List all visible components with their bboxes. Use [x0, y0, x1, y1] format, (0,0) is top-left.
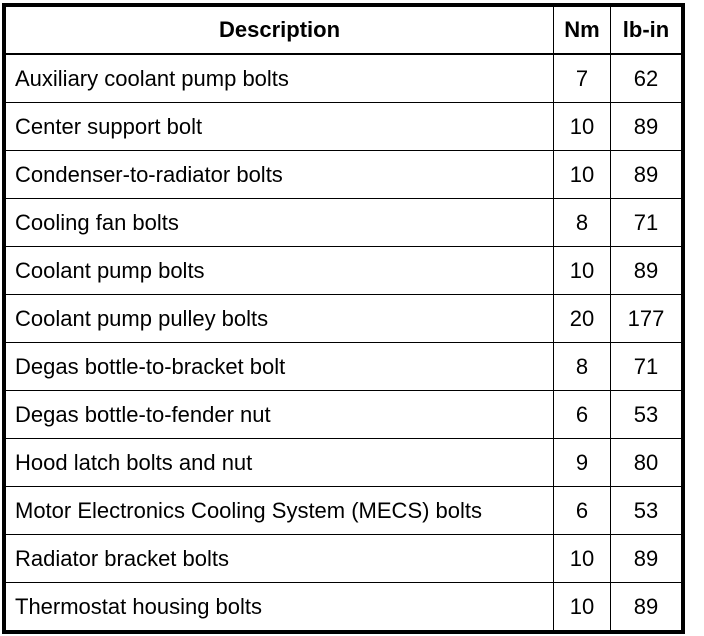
row-nm: 9 — [554, 439, 611, 487]
table-header — [6, 7, 682, 55]
row-nm: 7 — [554, 54, 611, 103]
table-row — [6, 583, 682, 631]
row-description: Condenser-to-radiator bolts — [6, 151, 554, 199]
row-nm: 10 — [554, 151, 611, 199]
row-description: Thermostat housing bolts — [6, 583, 554, 631]
table-row — [6, 295, 682, 343]
table-row — [6, 343, 682, 391]
row-lbin: 177 — [611, 295, 682, 343]
row-description: Motor Electronics Cooling System (MECS) bolts — [6, 487, 554, 535]
table-body — [6, 54, 682, 631]
row-lbin: 89 — [611, 535, 682, 583]
row-lbin: 89 — [611, 583, 682, 631]
row-description: Auxiliary coolant pump bolts — [6, 54, 554, 103]
row-description: Coolant pump bolts — [6, 247, 554, 295]
torque-spec-table — [5, 6, 682, 631]
row-description: Coolant pump pulley bolts — [6, 295, 554, 343]
table-row — [6, 199, 682, 247]
row-lbin: 89 — [611, 151, 682, 199]
row-description: Radiator bracket bolts — [6, 535, 554, 583]
row-lbin: 89 — [611, 103, 682, 151]
row-description: Cooling fan bolts — [6, 199, 554, 247]
row-lbin: 53 — [611, 391, 682, 439]
row-lbin: 71 — [611, 199, 682, 247]
table-row — [6, 487, 682, 535]
table-row — [6, 151, 682, 199]
row-nm: 8 — [554, 199, 611, 247]
header-nm: Nm — [554, 7, 611, 55]
row-lbin: 71 — [611, 343, 682, 391]
row-lbin: 53 — [611, 487, 682, 535]
row-description: Center support bolt — [6, 103, 554, 151]
table-row — [6, 103, 682, 151]
row-nm: 6 — [554, 391, 611, 439]
header-description: Description — [6, 7, 554, 55]
row-nm: 10 — [554, 535, 611, 583]
table-row — [6, 535, 682, 583]
row-nm: 6 — [554, 487, 611, 535]
header-lbin: lb-in — [611, 7, 682, 55]
table-row — [6, 54, 682, 103]
row-description: Degas bottle-to-fender nut — [6, 391, 554, 439]
row-lbin: 62 — [611, 54, 682, 103]
row-description: Hood latch bolts and nut — [6, 439, 554, 487]
table-row — [6, 247, 682, 295]
row-lbin: 89 — [611, 247, 682, 295]
row-nm: 10 — [554, 583, 611, 631]
table-row — [6, 439, 682, 487]
row-description: Degas bottle-to-bracket bolt — [6, 343, 554, 391]
row-nm: 8 — [554, 343, 611, 391]
table-row — [6, 391, 682, 439]
row-lbin: 80 — [611, 439, 682, 487]
row-nm: 20 — [554, 295, 611, 343]
header-row — [6, 7, 682, 55]
row-nm: 10 — [554, 103, 611, 151]
row-nm: 10 — [554, 247, 611, 295]
